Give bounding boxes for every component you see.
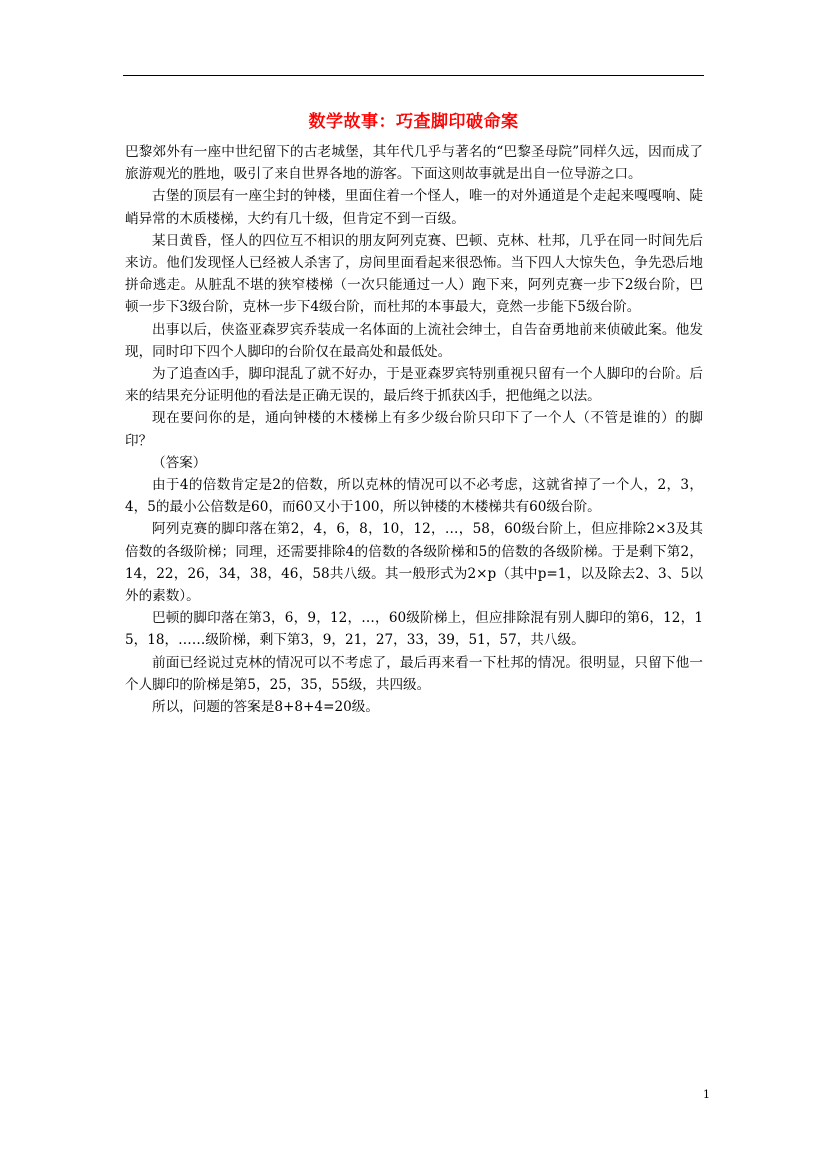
paragraph-answer-barton: 巴顿的脚印落在第3，6，9，12，…，60级阶梯上，但应排除混有别人脚印的第6，12，15，18，……级阶梯，剩下第3，9，21，27，33，39，51，57，共八级。	[125, 610, 703, 649]
document-title: 数学故事：巧查脚印破命案	[308, 112, 519, 132]
paragraph-bell-tower: 古堡的顶层有一座尘封的钟楼，里面住着一个怪人，唯一的对外通道是个走起来嘎嘎响、陡峭异常的木质楼梯，大约有几十级，但肯定不到一百级。	[125, 188, 703, 227]
header-rule	[123, 75, 704, 76]
paragraph-intro: 巴黎郊外有一座中世纪留下的古老城堡，其年代几乎与著名的“巴黎圣母院”同样久远，因而成了旅游观光的胜地，吸引了来自世界各地的游客。下面这则故事就是出自一位导游之口。	[125, 144, 703, 183]
paragraph-answer-alexei: 阿列克赛的脚印落在第2，4，6，8，10，12，…，58，60级台阶上，但应排除2×3及其倍数的各级阶梯；同理，还需要排除4的倍数的各级阶梯和5的倍数的各级阶梯。于是剩下第2，14，22，26，34，38，46，58共八级。其一般形式为2×p（其中p=1，以及除去2、3、5以外的素数）。	[125, 521, 703, 605]
paragraph-answer-lcm: 由于4的倍数肯定是2的倍数，所以克林的情况可以不必考虑，这就省掉了一个人，2，3，4，5的最小公倍数是60，而60又小于100，所以钟楼的木楼梯共有60级台阶。	[125, 477, 703, 516]
paragraph-single-footprint: 为了追查凶手，脚印混乱了就不好办，于是亚森罗宾特别重视只留有一个人脚印的台阶。后来的结果充分证明他的看法是正确无误的，最后终于抓获凶手，把他绳之以法。	[125, 366, 703, 405]
paragraph-question: 现在要问你的是，通向钟楼的木楼梯上有多少级台阶只印下了一个人（不管是谁的）的脚印？	[125, 410, 703, 449]
paragraph-detective: 出事以后，侠盗亚森罗宾乔装成一名体面的上流社会绅士，自告奋勇地前来侦破此案。他发现，同时印下四个人脚印的台阶仅在最高处和最低处。	[125, 321, 703, 360]
paragraph-answer-heading: （答案）	[152, 454, 207, 471]
paragraph-answer-dupont: 前面已经说过克林的情况可以不考虑了，最后再来看一下杜邦的情况。很明显，只留下他一个人脚印的阶梯是第5，25，35，55级，共四级。	[125, 654, 703, 693]
page-number: 1	[703, 1088, 710, 1101]
paragraph-four-friends: 某日黄昏，怪人的四位互不相识的朋友阿列克赛、巴顿、克林、杜邦，几乎在同一时间先后来访。他们发现怪人已经被人杀害了，房间里面看起来很恐怖。当下四人大惊失色，争先恐后地拼命逃走。从脏乱不堪的狭窄楼梯（一次只能通过一人）跑下来，阿列克赛一步下2级台阶，巴顿一步下3级台阶，克林一步下4级台阶，而杜邦的本事最大，竟然一步能下5级台阶。	[125, 232, 703, 316]
paragraph-answer-total: 所以，问题的答案是8+8+4=20级。	[152, 699, 379, 716]
document-body	[125, 141, 703, 718]
